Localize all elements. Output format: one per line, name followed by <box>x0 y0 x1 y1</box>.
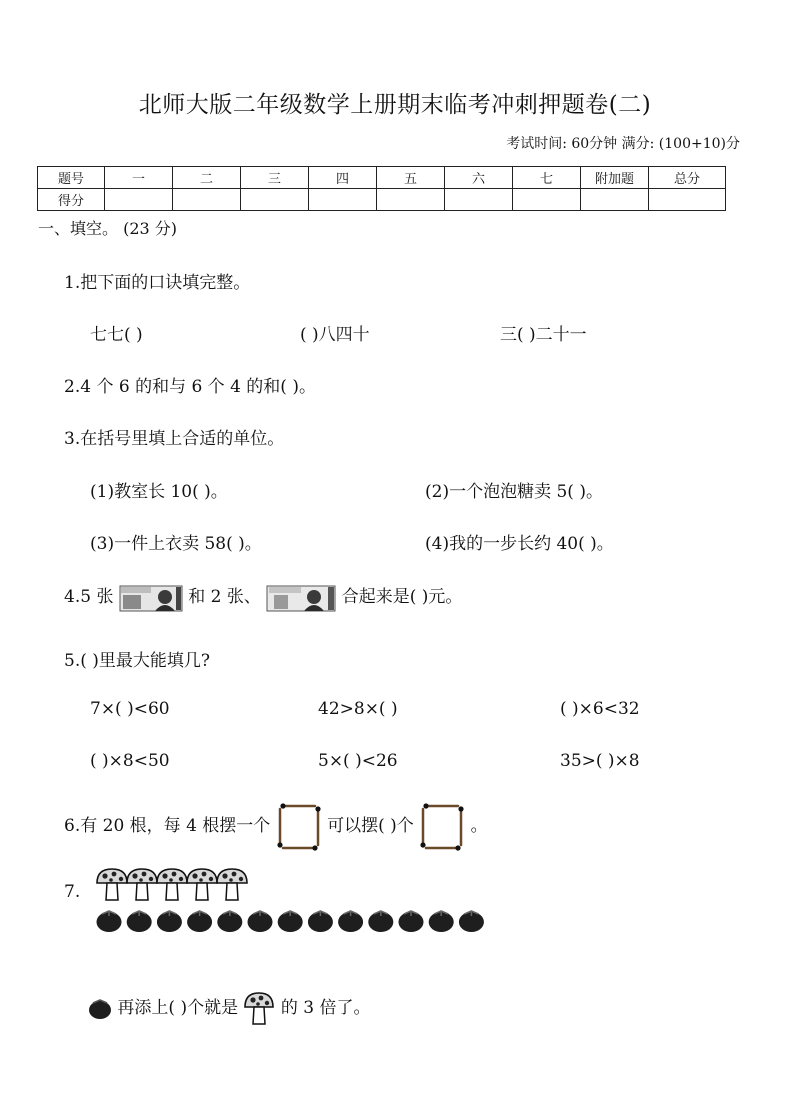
tomato-icon <box>308 911 333 932</box>
score-cell[interactable] <box>513 189 581 211</box>
tomato-icon <box>187 911 212 932</box>
table-cell: 四 <box>309 167 377 189</box>
question-5-item-3: ( )×6<32 <box>560 699 640 719</box>
question-5-prompt: 5.( )里最大能填几? <box>64 651 211 671</box>
question-4 <box>64 580 462 614</box>
question-5-item-5: 5×( )<26 <box>318 751 398 771</box>
question-5-item-2: 42>8×( ) <box>318 699 398 719</box>
mushroom-icon <box>187 869 217 900</box>
question-7-sentence <box>88 988 371 1028</box>
question-1-item-a: 七七( ) <box>90 325 143 345</box>
tomato-icon <box>157 911 182 932</box>
ten-yuan-bill-icon <box>119 583 183 613</box>
question-3-prompt: 3.在括号里填上合适的单位。 <box>64 429 285 449</box>
question-3-part-2: (2)一个泡泡糖卖 5( )。 <box>425 482 603 502</box>
score-cell[interactable] <box>173 189 241 211</box>
question-5-item-1: 7×( )<60 <box>90 699 170 719</box>
table-cell: 五 <box>377 167 445 189</box>
question-7-text-1: 再添上( )个就是 <box>117 998 239 1018</box>
question-1-prompt: 1.把下面的口诀填完整。 <box>64 273 251 293</box>
question-6 <box>64 800 488 852</box>
mushroom-icon <box>127 869 157 900</box>
tomato-icon <box>399 911 424 932</box>
score-cell[interactable] <box>309 189 377 211</box>
table-cell: 七 <box>513 167 581 189</box>
score-cell[interactable] <box>377 189 445 211</box>
question-5-item-6: 35>( )×8 <box>560 751 640 771</box>
section-title: 一、填空。 (23 分) <box>38 219 178 238</box>
question-3-part-4: (4)我的一步长约 40( )。 <box>425 534 614 554</box>
question-6-text-1: 6.有 20 根，每 4 根摆一个 <box>64 816 271 836</box>
question-6-text-3: 。 <box>470 816 488 836</box>
tomato-icon <box>248 911 273 932</box>
question-3-part-3: (3)一件上衣卖 58( )。 <box>90 534 262 554</box>
score-cell[interactable] <box>241 189 309 211</box>
question-6-text-2: 可以摆( )个 <box>327 816 414 836</box>
question-7-text-2: 的 3 倍了。 <box>280 998 371 1018</box>
matchstick-square-icon <box>419 802 465 852</box>
question-1-item-c: 三( )二十一 <box>500 325 587 345</box>
tomato-icon <box>88 998 112 1020</box>
mushroom-icon <box>157 869 187 900</box>
tomato-row <box>96 908 493 938</box>
five-yuan-bill-icon <box>266 583 336 613</box>
score-cell[interactable] <box>649 189 726 211</box>
table-cell: 总分 <box>649 167 726 189</box>
score-cell[interactable] <box>581 189 649 211</box>
question-1-item-b: ( )八四十 <box>300 325 370 345</box>
tomato-icon <box>429 911 454 932</box>
matchstick-square-icon <box>276 802 322 852</box>
tomato-icon <box>278 911 303 932</box>
tomato-icon <box>217 911 242 932</box>
tomato-icon <box>97 911 122 932</box>
question-4-text-3: 合起来是( )元。 <box>341 587 463 607</box>
page-title: 北师大版二年级数学上册期末临考冲刺押题卷(二) <box>138 92 652 118</box>
question-3-part-1: (1)教室长 10( )。 <box>90 482 228 502</box>
mushroom-icon <box>217 869 247 900</box>
table-cell: 附加题 <box>581 167 649 189</box>
question-4-text-2: 和 2 张、 <box>188 587 261 607</box>
exam-info: 考试时间: 60分钟 满分: (100+10)分 <box>506 136 740 152</box>
score-table-score-row <box>38 189 726 211</box>
table-cell: 三 <box>241 167 309 189</box>
mushroom-icon <box>97 869 127 900</box>
tomato-icon <box>368 911 393 932</box>
question-5-item-4: ( )×8<50 <box>90 751 170 771</box>
score-cell[interactable] <box>445 189 513 211</box>
mushroom-row <box>95 867 255 907</box>
table-cell: 一 <box>105 167 173 189</box>
score-table-header-row <box>38 167 726 189</box>
mushroom-icon <box>243 991 275 1027</box>
question-4-text-1: 4.5 张 <box>64 587 114 607</box>
table-cell: 二 <box>173 167 241 189</box>
tomato-icon <box>338 911 363 932</box>
tomato-icon <box>127 911 152 932</box>
score-cell[interactable] <box>105 189 173 211</box>
question-2: 2.4 个 6 的和与 6 个 4 的和( )。 <box>64 377 316 397</box>
tomato-icon <box>459 911 484 932</box>
table-cell: 题号 <box>38 167 105 189</box>
question-7-label: 7. <box>64 882 81 902</box>
table-cell: 得分 <box>38 189 105 211</box>
table-cell: 六 <box>445 167 513 189</box>
score-table <box>37 166 726 211</box>
